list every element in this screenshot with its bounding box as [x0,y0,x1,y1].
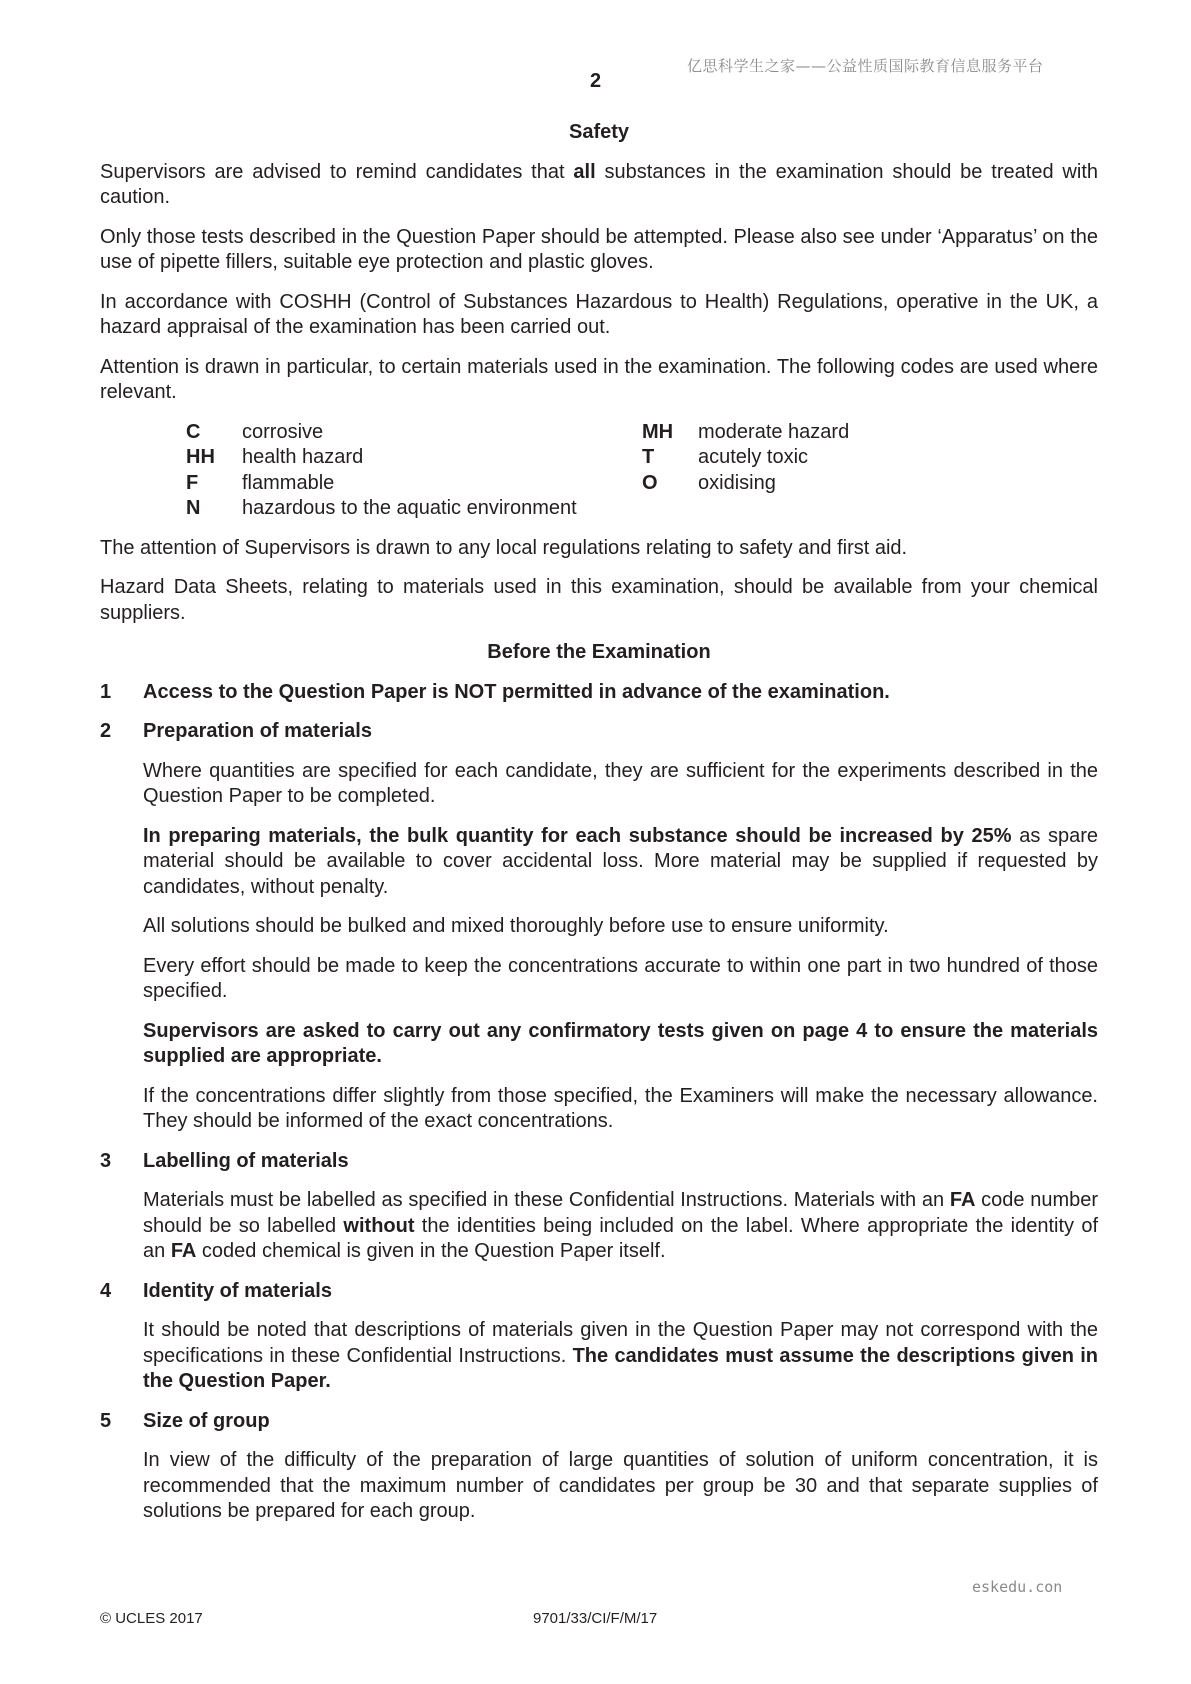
hazard-meaning: corrosive [242,420,324,443]
section-2-paragraph-2 [143,824,1098,901]
section-2-paragraph-1: Where quantities are specified for each candidate, they are sufficient for the experiments described in the Question Paper to be completed. [143,759,1098,807]
text-run: the identities being included on the label. Where appropriate the identity of an [143,1214,1098,1262]
section-title: Identity of materials [143,1279,332,1302]
section-number: 5 [100,1409,112,1432]
section-number: 2 [100,720,112,742]
footer-watermark: eskedu.con [972,1578,1063,1596]
safety-paragraph-6: Hazard Data Sheets, relating to materials used in this examination, should be available from your chemical suppliers. [100,576,1098,624]
hazard-meaning: oxidising [698,471,776,494]
text-run: coded chemical is given in the Question Paper itself. [196,1240,666,1262]
hazard-code: O [642,471,658,494]
section-title: Preparation of materials [143,720,372,742]
safety-paragraph-4: Attention is drawn in particular, to certain materials used in the examination. The following codes are used where relevant. [100,355,1098,403]
section-number: 4 [100,1279,112,1302]
text-run: code number should be so labelled [143,1189,1099,1237]
hazard-meaning: flammable [242,471,335,494]
hazard-code: F [186,471,199,494]
text-run: substances in the examination should be treated with caution. [100,160,1098,208]
section-4-heading [100,1279,1098,1305]
section-2-paragraph-6: If the concentrations differ slightly from those specified, the Examiners will make the necessary allowance. They should be informed of the exact concentrations. [143,1084,1098,1132]
text-run-bold: FA [949,1189,976,1211]
copyright-text: © UCLES 2017 [100,1610,203,1627]
hazard-meaning: hazardous to the aquatic environment [242,497,577,519]
section-2-heading [100,719,1098,745]
safety-heading: Safety [568,121,630,143]
section-1-text: Access to the Question Paper is NOT permitted in advance of the examination. [143,680,890,703]
text-run: Materials must be labelled as specified in these Confidential Instructions. Materials with an [143,1189,950,1211]
section-2-paragraph-5: Supervisors are asked to carry out any confirmatory tests given on page 4 to ensure the materials supplied are appropriate. [143,1019,1098,1067]
hazard-code: N [186,497,201,519]
hazard-meaning: health hazard [242,446,364,468]
section-number: 1 [100,680,112,703]
hazard-codes-list [186,420,1098,522]
section-2-paragraph-4: Every effort should be made to keep the concentrations accurate to within one part in two hundred of those specified. [143,954,1098,1002]
hazard-code: C [186,420,201,443]
text-run: It should be noted that descriptions of materials given in the Question Paper may not correspond with the specifications in these Confidential Instructions. [143,1319,1098,1367]
section-3-paragraph [143,1188,1098,1265]
section-1 [100,680,1098,706]
section-title: Size of group [143,1409,270,1432]
section-4-paragraph [143,1318,1098,1395]
hazard-code: HH [186,446,215,468]
text-run: Supervisors are advised to remind candidates that [100,160,574,183]
section-2-paragraph-3: All solutions should be bulked and mixed thoroughly before use to ensure uniformity. [143,915,889,937]
section-5-heading [100,1409,1098,1435]
safety-paragraph-1 [100,160,1098,211]
section-5-paragraph: In view of the difficulty of the preparation of large quantities of solution of uniform concentration, it is recommended that the maximum number of candidates per group be 30 and that separate supplies of solutions be prepared for each group. [143,1449,1098,1522]
page-content [100,120,1098,1539]
hazard-meaning: acutely toxic [698,446,809,468]
emphasis-all: all [573,160,596,183]
safety-paragraph-5: The attention of Supervisors is drawn to any local regulations relating to safety and first aid. [100,536,908,559]
text-run-bold: without [343,1214,415,1237]
page-number: 2 [589,70,602,92]
header-watermark: 亿思科学生之家——公益性质国际教育信息服务平台 [687,57,1044,75]
text-run-bold: The candidates must assume the descriptions given in the Question Paper. [143,1344,1099,1392]
section-3-heading [100,1149,1098,1175]
safety-paragraph-2: Only those tests described in the Question Paper should be attempted. Please also see under ‘Apparatus’ on the use of pipette fillers, suitable eye protection and plastic gloves. [100,225,1098,273]
section-number: 3 [100,1149,112,1172]
section-title: Labelling of materials [143,1149,349,1172]
safety-paragraph-3: In accordance with COSHH (Control of Substances Hazardous to Health) Regulations, operative in the UK, a hazard appraisal of the examination has been carried out. [100,290,1098,338]
hazard-code: MH [642,420,674,443]
text-run-bold: In preparing materials, the bulk quantity for each substance should be increased by 25% [143,824,1012,847]
hazard-meaning: moderate hazard [698,420,850,443]
before-exam-heading: Before the Examination [487,641,711,663]
text-run: as spare material should be available to cover accidental loss. More material may be supplied if requested by candidates, without penalty. [143,824,1098,898]
document-code: 9701/33/CI/F/M/17 [533,1610,658,1627]
text-run-bold: FA [170,1240,197,1262]
hazard-code: T [642,446,655,468]
